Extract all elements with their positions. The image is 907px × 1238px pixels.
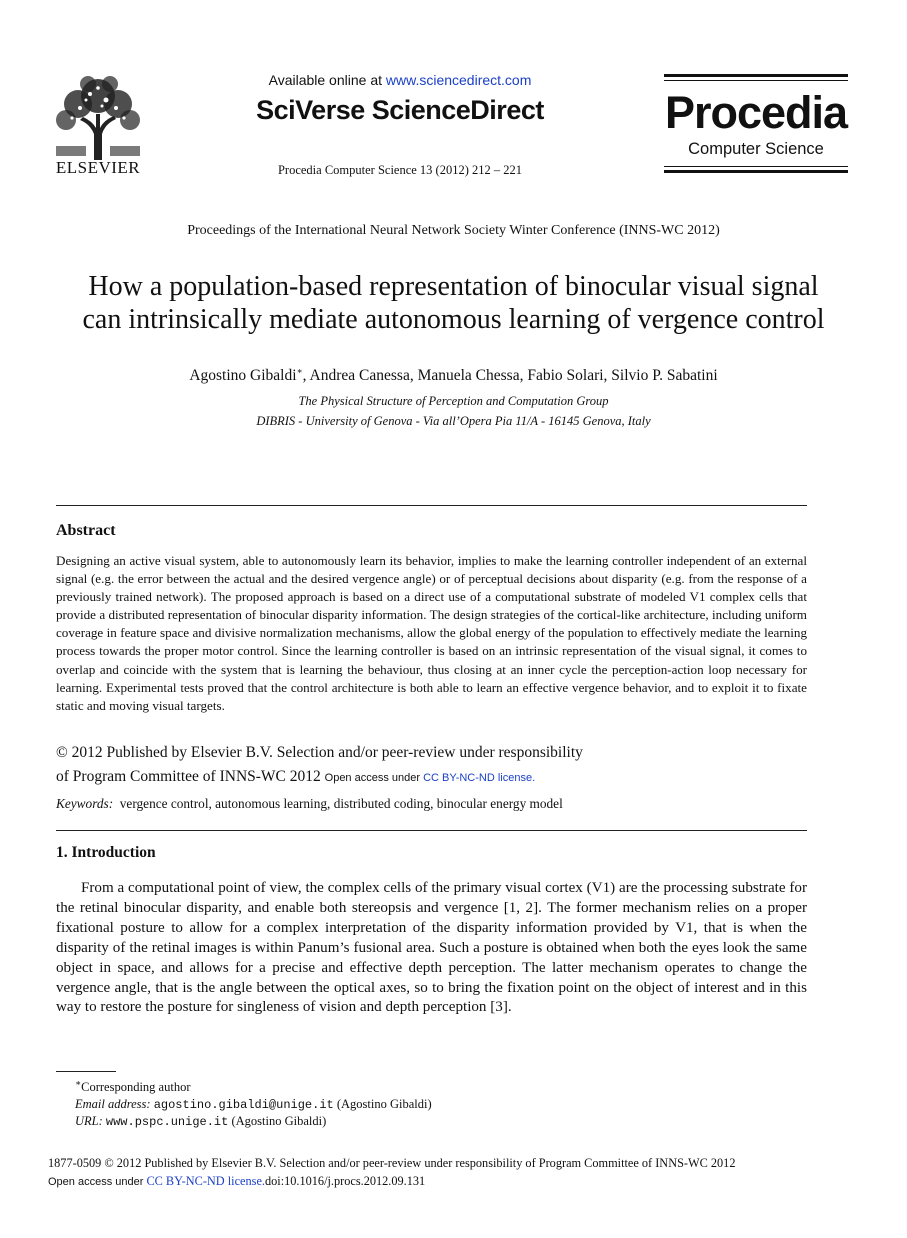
page-footer — [48, 1155, 735, 1191]
corresponding-mark: ∗ — [296, 366, 303, 376]
author-list — [40, 366, 867, 385]
first-author: Agostino Gibaldi — [189, 367, 297, 385]
procedia-bottom-rule — [664, 170, 848, 173]
url-note — [75, 1113, 432, 1131]
copyright-notice — [56, 741, 583, 790]
divider-bottom — [56, 830, 807, 831]
email-label: Email address: — [75, 1096, 151, 1111]
procedia-subtitle: Computer Science — [688, 140, 824, 158]
url-owner: (Agostino Gibaldi) — [228, 1114, 327, 1129]
available-online — [200, 72, 600, 88]
title-line-1: How a population-based representation of binocular visual signal — [88, 271, 819, 302]
sciverse-sciencedirect-logo: SciVerse ScienceDirect — [256, 95, 544, 125]
footer-issn-line: 1877-0509 © 2012 Published by Elsevier B.V. Selection and/or peer-review under responsibility of Program Committee of INNS-WC 2012 — [48, 1156, 736, 1170]
homepage-url[interactable]: www.pspc.unige.it — [105, 1115, 229, 1130]
license-link[interactable]: CC BY-NC-ND license. — [423, 772, 536, 784]
proceedings-line: Proceedings of the International Neural Network Society Winter Conference (INNS-WC 2012) — [187, 223, 720, 238]
footer-license-line — [48, 1173, 735, 1192]
keywords-label: Keywords: — [56, 796, 114, 811]
affiliation-address: DIBRIS - University of Genova - Via all’Opera Pia 11/A - 16145 Genova, Italy — [256, 414, 651, 428]
corresponding-author-text: Corresponding author — [81, 1080, 191, 1095]
introduction-body: From a computational point of view, the complex cells of the primary visual cortex (V1) are the processing substrate for the retinal binocular disparity, and enable both stereopsis and vergence [1, 2]. The former mechanism relies on a proper fixational posture to allow for a complex interpretation of the disparity information provided by V1, that is when the disparity of the retinal images is within Panum’s fusional area. Such a posture is obtained when both the eyes look the same object in space, and allows for a precise and effective depth perception. The latter mechanism operates to change the vergence angle, that is the angle between the optical axes, so to bring the fixation point on the object of interest and in this way to restore the posture for singleness of vision and depth perception [3]. — [56, 880, 807, 1016]
corresponding-author-note — [75, 1075, 432, 1096]
introduction-heading: 1. Introduction — [56, 844, 156, 861]
footer-doi[interactable]: doi:10.1016/j.procs.2012.09.131 — [264, 1173, 426, 1188]
procedia-top-rule — [664, 74, 848, 77]
other-authors: , Andrea Canessa, Manuela Chessa, Fabio Solari, Silvio P. Sabatini — [302, 367, 718, 385]
keywords — [56, 796, 563, 812]
procedia-top-rule-thin — [664, 80, 848, 81]
footer-license-link[interactable]: CC BY-NC-ND license. — [146, 1173, 265, 1188]
footnote-rule — [56, 1071, 116, 1072]
url-label: URL: — [75, 1114, 103, 1129]
divider-top — [56, 505, 807, 506]
footnotes — [75, 1075, 432, 1131]
procedia-logo — [664, 74, 848, 174]
copyright-line-2 — [56, 765, 583, 790]
abstract-body: Designing an active visual system, able to autonomously learn its behavior, implies to make the learning controller independent of an external signal (e.g. the error between the actual and the desired vergence angle) or of perceptual decisions about disparity (e.g. from the response of a previously trained network). The proposed approach is based on a direct use of a computational substrate of modeled V1 complex cells that provide a distributed representation of binocular disparity information. The design strategies of the cortical-like architecture, including uniform coverage in feature space and divisive normalization mechanisms, allow the global energy of the population to effectively mediate the learning process towards the proper motor control. Since the learning controller is based on an intrinsic representation of the visual signal, it comes to overlap and coincide with the system that is learning the behaviour, thus closing at an inner cycle the perception-action loop necessary for learning. Experimental tests proved that the control architecture is both able to learn an effective vergence behavior, and to exploit it to fixate static and moving visual targets. — [56, 553, 807, 713]
available-prefix: Available online at — [268, 72, 386, 88]
copyright-line-1: © 2012 Published by Elsevier B.V. Selection and/or peer-review under responsibility — [56, 744, 583, 761]
affiliation-group: The Physical Structure of Perception and Computation Group — [298, 394, 609, 408]
email-note — [75, 1096, 432, 1114]
footnote-mark: ∗ — [75, 1078, 82, 1088]
open-access-prefix: Open access under — [324, 772, 424, 784]
procedia-wordmark: Procedia — [664, 87, 848, 138]
sciencedirect-link[interactable]: www.sciencedirect.com — [385, 72, 532, 88]
email-address[interactable]: agostino.gibaldi@unige.it — [153, 1097, 334, 1112]
email-owner: (Agostino Gibaldi) — [333, 1096, 432, 1111]
paper-title — [40, 270, 867, 336]
procedia-bottom-rule-thin — [664, 166, 848, 167]
copyright-line-2-text: of Program Committee of INNS-WC 2012 — [56, 768, 325, 785]
title-line-2: can intrinsically mediate autonomous learning of vergence control — [82, 304, 825, 335]
elsevier-wordmark: ELSEVIER — [55, 158, 141, 177]
footer-open-access-prefix: Open access under — [48, 1175, 147, 1188]
abstract-heading: Abstract — [56, 522, 116, 539]
keywords-list: vergence control, autonomous learning, distributed coding, binocular energy model — [119, 796, 563, 811]
journal-reference: Procedia Computer Science 13 (2012) 212 – 221 — [277, 163, 523, 177]
